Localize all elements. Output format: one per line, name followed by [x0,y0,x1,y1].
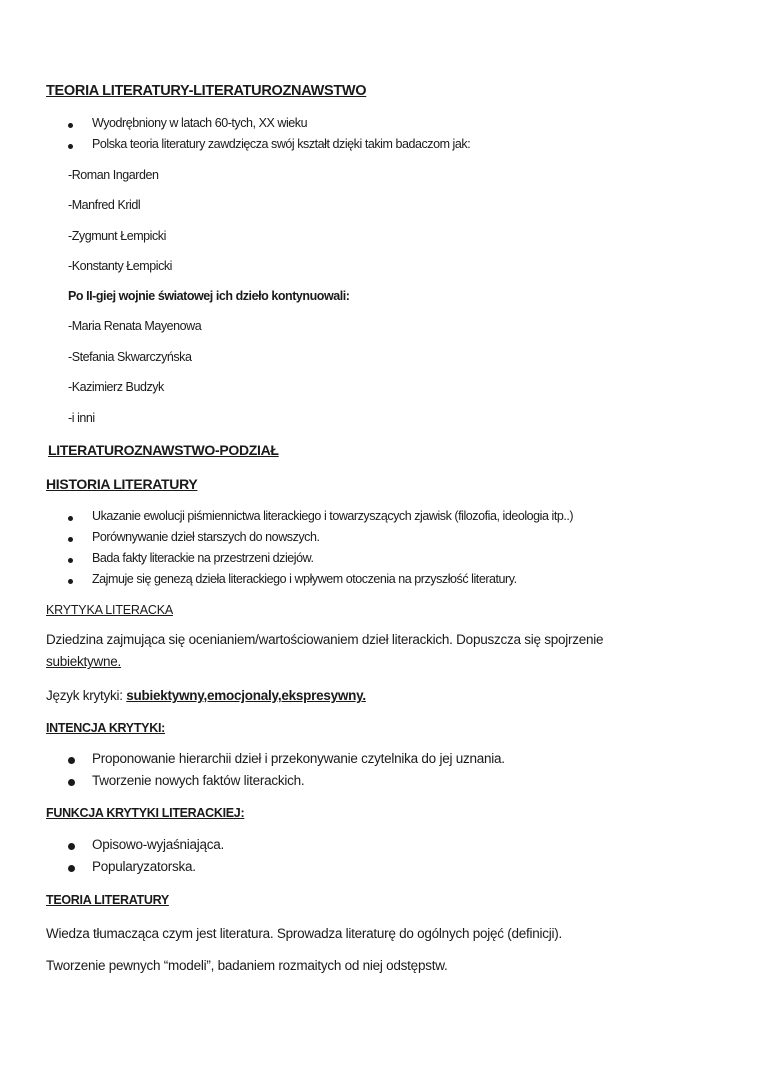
bullet-dot [68,144,73,149]
teoria-line: Wiedza tłumacząca czym jest literatura. Sprowadza literaturę do ogólnych pojęć (definicji). [46,926,562,941]
list-item: -Zygmunt Łempicki [68,229,166,243]
bullet-dot [68,537,73,542]
continuation-label: Po II-giej wojnie światowej ich dzieło kontynuowali: [68,289,350,303]
bullet-dot [68,516,73,521]
list-item: -Roman Ingarden [68,168,159,182]
jezyk-label: Język krytyki: [46,688,127,703]
bullet-dot [68,779,75,786]
list-item: Porównywanie dzieł starszych do nowszych. [92,530,320,544]
krytyka-description-end: subiektywne. [46,654,122,669]
list-item: -Konstanty Łempicki [68,259,172,273]
heading-teoria-literaturoznawstwo: TEORIA LITERATURY-LITERATUROZNAWSTWO [46,83,367,99]
list-item: Polska teoria literatury zawdzięcza swój kształt dzięki takim badaczom jak: [92,137,471,151]
list-item: -Manfred Kridl [68,198,141,212]
list-item: Popularyzatorska. [92,859,196,874]
list-item: Bada fakty literackie na przestrzeni dziejów. [92,551,314,565]
list-item: Wyodrębniony w latach 60-tych, XX wieku [92,116,308,130]
heading-podzial: LITERATUROZNAWSTWO-PODZIAŁ [48,442,279,458]
list-item: Proponowanie hierarchii dzieł i przekonywanie czytelnika do jej uznania. [92,751,505,766]
teoria-line: Tworzenie pewnych “modeli”, badaniem rozmaitych od niej odstępstw. [46,958,448,973]
heading-historia: HISTORIA LITERATURY [46,476,198,492]
heading-intencja: INTENCJA KRYTYKI: [46,721,165,735]
jezyk-value: subiektywny,emocjonaly,ekspresywny. [126,688,366,703]
heading-funkcja: FUNKCJA KRYTYKI LITERACKIEJ: [46,806,245,820]
list-item: Ukazanie ewolucji piśmiennictwa literackiego i towarzyszących zjawisk (filozofia, ideologia itp..) [92,509,574,523]
heading-krytyka: KRYTYKA LITERACKA [46,603,173,617]
jezyk-krytyki [46,688,366,703]
bullet-dot [68,757,75,764]
bullet-dot [68,123,73,128]
heading-teoria: TEORIA LITERATURY [46,893,169,907]
list-item: Zajmuje się genezą dzieła literackiego i wpływem otoczenia na przyszłość literatury. [92,572,517,586]
list-item: Tworzenie nowych faktów literackich. [92,773,305,788]
bullet-dot [68,865,75,872]
krytyka-description: Dziedzina zajmująca się ocenianiem/wartościowaniem dzieł literackich. Dopuszcza się spojrzenie [46,632,604,647]
list-item: Opisowo-wyjaśniająca. [92,837,225,852]
list-item: -i inni [68,411,95,425]
bullet-dot [68,843,75,850]
bullet-dot [68,558,73,563]
list-item: -Maria Renata Mayenowa [68,319,202,333]
list-item: -Stefania Skwarczyńska [68,350,192,364]
bullet-dot [68,579,73,584]
list-item: -Kazimierz Budzyk [68,380,164,394]
